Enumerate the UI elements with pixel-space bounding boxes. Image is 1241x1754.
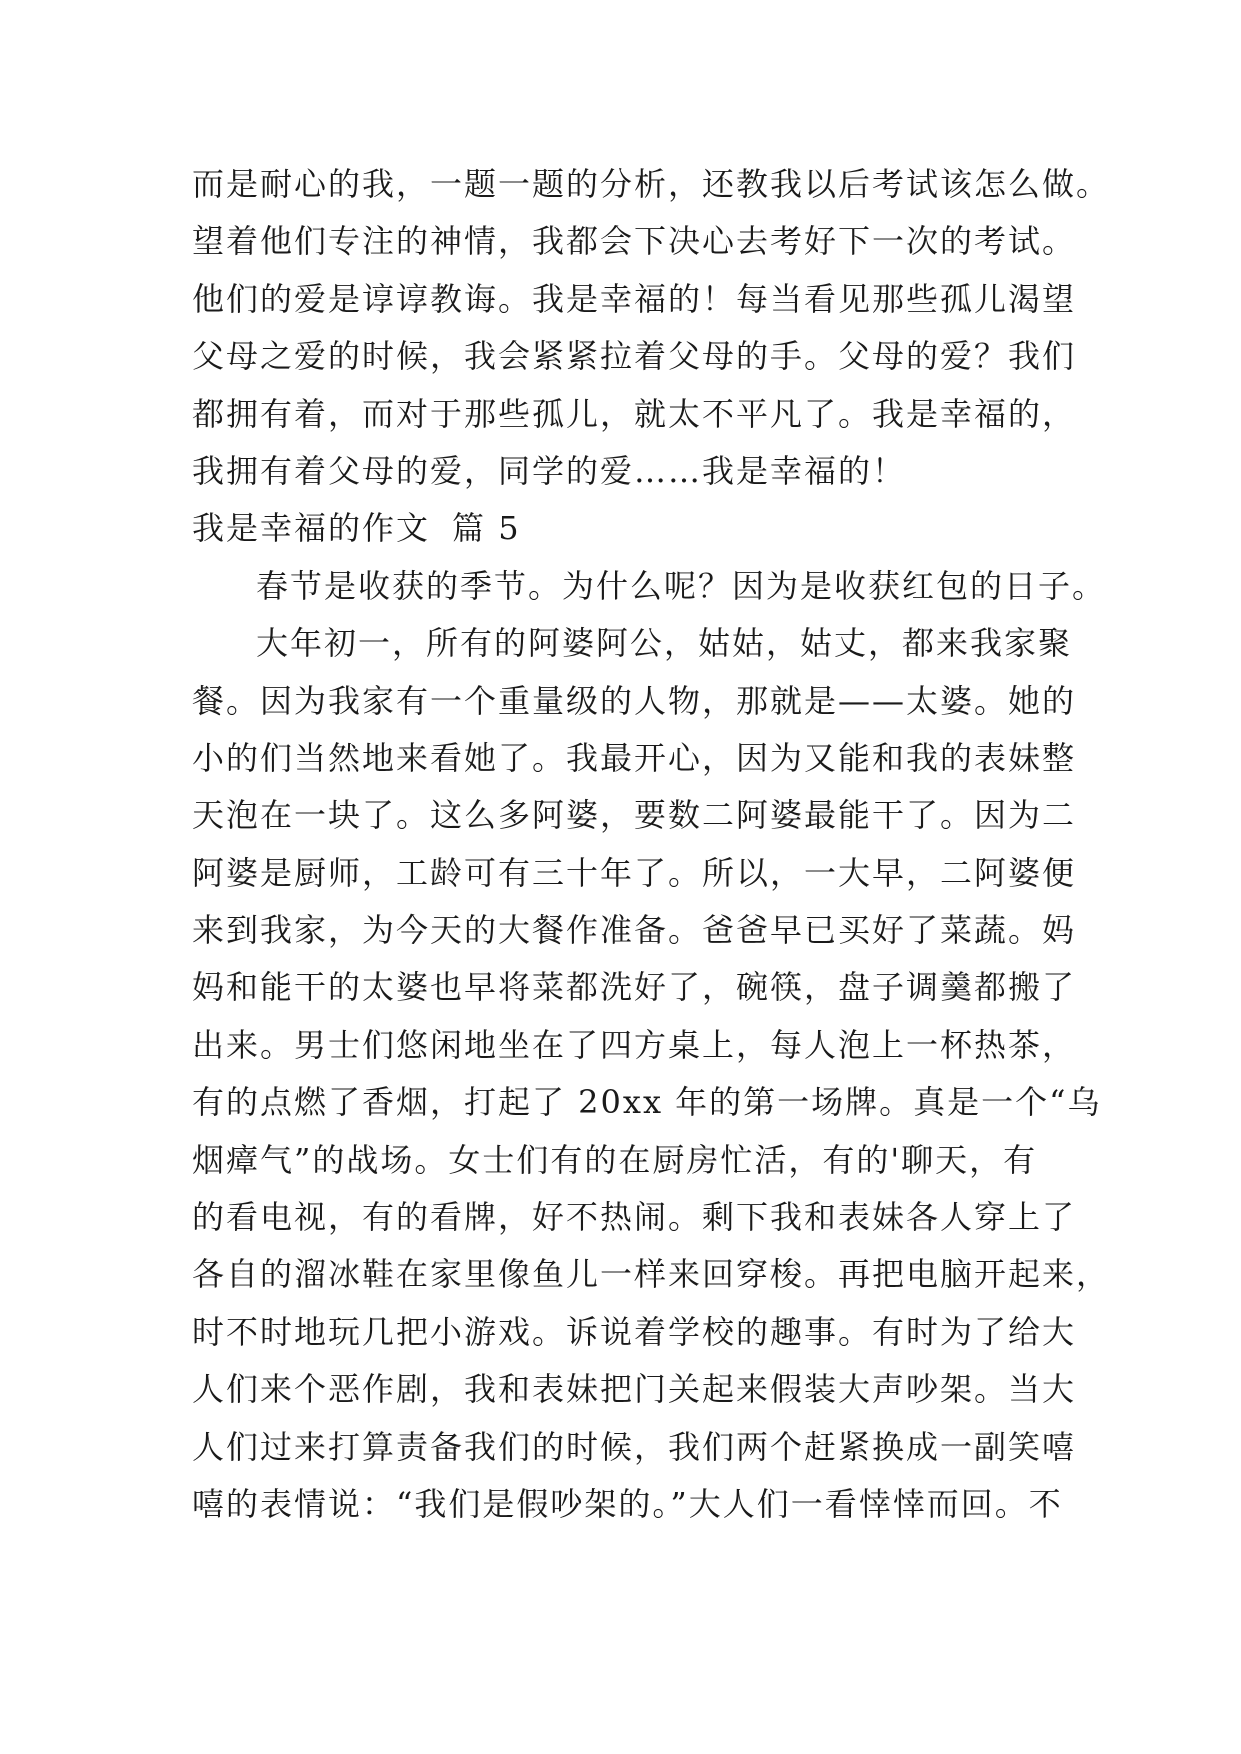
text-line: 时不时地玩几把小游戏。诉说着学校的趣事。有时为了给大 [192, 1312, 1077, 1351]
text-line: 而是耐心的我，一题一题的分析，还教我以后考试该怎么做。 [192, 165, 1111, 203]
section-heading [192, 500, 1072, 557]
text-line: 的看电视，有的看牌，好不热闹。剩下我和表妹各人穿上了 [192, 1198, 1077, 1237]
text-line: 各自的溜冰鞋在家里像鱼儿一样来回穿梭。再把电脑开起来， [192, 1255, 1111, 1294]
heading-title: 我是幸福的作文 [192, 509, 431, 548]
text-line: 他们的爱是谆谆教诲。我是幸福的！每当看见那些孤儿渴望 [192, 279, 1077, 318]
text-line: 嘻的表情说：“我们是假吵架的。”大人们一看悻悻而回。不 [192, 1484, 1063, 1523]
text-line: 都拥有着，而对于那些孤儿，就太不平凡了。我是幸福的， [192, 394, 1077, 433]
text-line: 父母之爱的时候，我会紧紧拉着父母的手。父母的爱？我们 [192, 337, 1077, 376]
document-body [192, 156, 1111, 1533]
heading-part: 篇 5 [452, 509, 521, 548]
paragraph-first-line: 春节是收获的季节。为什么呢？因为是收获红包的日子。 [256, 566, 1107, 605]
text-line: 人们来个恶作剧，我和表妹把门关起来假装大声吵架。当大 [192, 1370, 1077, 1409]
text-line: 出来。男士们悠闲地坐在了四方桌上，每人泡上一杯热茶， [192, 1025, 1077, 1064]
text-line: 小的们当然地来看她了。我最开心，因为又能和我的表妹整 [192, 738, 1077, 777]
text-line: 人们过来打算责备我们的时候，我们两个赶紧换成一副笑嘻 [192, 1427, 1077, 1466]
text-line: 我拥有着父母的爱，同学的爱……我是幸福的！ [192, 451, 907, 490]
text-line: 餐。因为我家有一个重量级的人物，那就是——太婆。她的 [192, 681, 1077, 720]
text-line: 有的点燃了香烟，打起了 20xx 年的第一场牌。真是一个“乌 [192, 1083, 1102, 1122]
text-line: 烟瘴气”的战场。女士们有的在厨房忙活，有的'聊天，有 [192, 1140, 1038, 1179]
paragraph-first-line: 大年初一，所有的阿婆阿公，姑姑，姑丈，都来我家聚 [256, 624, 1073, 663]
text-line: 阿婆是厨师，工龄可有三十年了。所以，一大早，二阿婆便 [192, 853, 1077, 892]
text-line: 望着他们专注的神情，我都会下决心去考好下一次的考试。 [192, 222, 1077, 261]
text-line: 妈和能干的太婆也早将菜都洗好了，碗筷，盘子调羹都搬了 [192, 968, 1077, 1007]
text-line: 来到我家，为今天的大餐作准备。爸爸早已买好了菜蔬。妈 [192, 911, 1077, 950]
text-line: 天泡在一块了。这么多阿婆，要数二阿婆最能干了。因为二 [192, 796, 1077, 835]
